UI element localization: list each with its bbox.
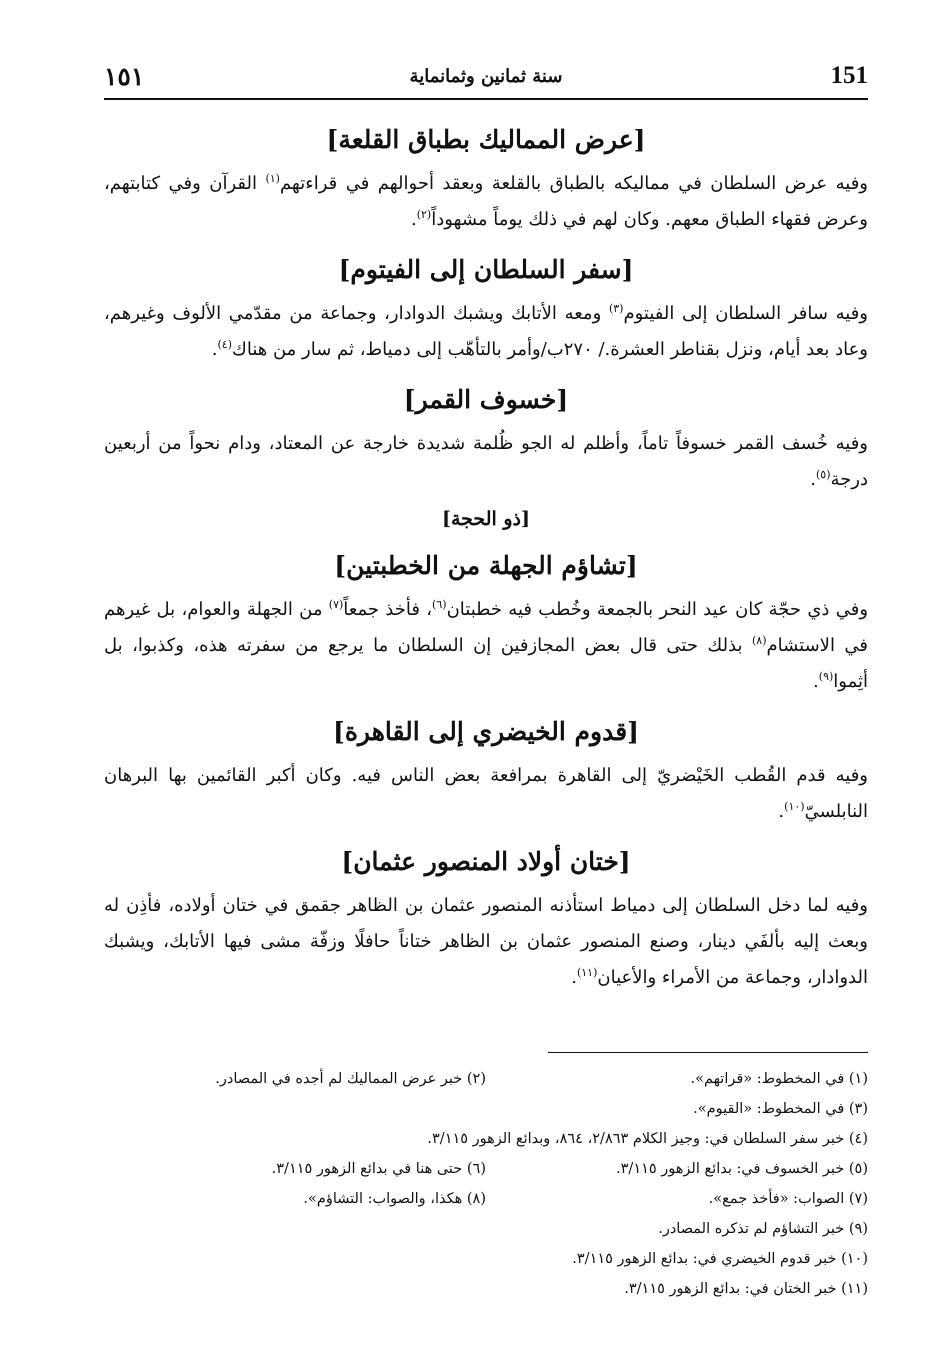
section-paragraph: وفيه قدم القُطب الخَيْضريّ إلى القاهرة بمرافعة بعض الناس فيه. وكان أكبر القائمين بها البرهان النابلسيّ$^{(١٠)}$. bbox=[104, 765, 868, 822]
page-number-arabic: ١٥١ bbox=[104, 62, 145, 91]
footnote: (١٠) خبر قدوم الخيضري في: بدائع الزهور ٣/١١٥. bbox=[572, 1251, 868, 1267]
footnote-row bbox=[104, 1184, 868, 1214]
footnote-ref: (٤) bbox=[217, 338, 232, 351]
running-title: سنة ثمانين وثمانماية bbox=[409, 66, 563, 87]
footnote-ref: (١١) bbox=[576, 966, 598, 979]
footnote-ref: (٥) bbox=[815, 468, 831, 481]
footnote: (٦) حتى هنا في بدائع الزهور ٣/١١٥. bbox=[271, 1161, 486, 1177]
section-paragraph: وفيه سافر السلطان إلى الفيتوم$^{(٣)}$ ومعه الأتابك ويشبك الدوادار، وجماعة من مقدّمي الألوف وغيرهم، وعاد بعد أيام، ونزل بقناطر العشرة./ ٢٧٠ب/وأمر بالتأهّب إلى دمياط، ثم سار من هناك$^{(٤)}$. bbox=[104, 302, 868, 360]
section-title: [تشاؤم الجهلة من الخطبتين] bbox=[334, 551, 638, 580]
footnote: (٩) خبر التشاؤم لم تذكره المصادر. bbox=[658, 1221, 868, 1237]
footnote: (٨) هكذا، والصواب: التشاؤم». bbox=[303, 1191, 486, 1207]
month-heading: [ذو الحجة] bbox=[441, 508, 530, 530]
footnote-ref: (٣) bbox=[608, 302, 624, 315]
page-number-latin: 151 bbox=[830, 62, 868, 89]
footnote-ref: (٧) bbox=[328, 598, 344, 611]
section-title: [سفر السلطان إلى الفيتوم] bbox=[338, 255, 634, 284]
footnote-ref: (١٠) bbox=[784, 800, 805, 813]
footnote: (٥) خبر الخسوف في: بدائع الزهور ٣/١١٥. bbox=[616, 1161, 868, 1177]
section-paragraph: وفيه عرض السلطان في مماليكه بالطباق بالقلعة وبعقد أحوالهم في قراءتهم$^{(١)}$ القرآن وفي كتابتهم، وعرض فقهاء الطباق معهم. وكان لهم في ذلك يوماً مشهوداً$^{(٢)}$. bbox=[104, 172, 868, 230]
footnote-divider bbox=[548, 1052, 868, 1053]
footnote: (١) في المخطوط: «قراتهم». bbox=[690, 1071, 868, 1087]
footnote: (٢) خبر عرض المماليك لم أجده في المصادر. bbox=[215, 1071, 486, 1087]
footnote-row bbox=[104, 1154, 868, 1184]
footnote: (٣) في المخطوط: «القيوم». bbox=[693, 1101, 868, 1117]
section-paragraph: وفيه لما دخل السلطان إلى دمياط استأذنه المنصور عثمان بن الظاهر جقمق في ختان أولاده، فأذِن له وبعث إليه بألفَي دينار، وصنع المنصور عثمان بن الظاهر ختاناً حافلًا وزفّة مشى فيها الأتابك، ويشبك الدوادار، وجماعة من الأمراء والأعيان$^{(١١)}$. bbox=[104, 895, 868, 988]
page-body bbox=[104, 108, 868, 996]
footnote-ref: (٨) bbox=[751, 634, 767, 647]
section-title: [قدوم الخيضري إلى القاهرة] bbox=[333, 717, 639, 746]
page-header bbox=[104, 58, 868, 100]
footnote-ref: (٢) bbox=[416, 208, 432, 221]
section-title: [عرض المماليك بطباق القلعة] bbox=[326, 125, 646, 154]
footnote-ref: (١) bbox=[265, 172, 280, 185]
section-title: [ختان أولاد المنصور عثمان] bbox=[341, 847, 631, 876]
footnote-ref: (٦) bbox=[432, 598, 447, 611]
section-paragraph: وفيه خُسف القمر خسوفاً تاماً، وأظلم له الجو ظُلمة شديدة خارجة عن المعتاد، ودام نحواً من أربعين درجة$^{(٥)}$. bbox=[104, 433, 868, 490]
footnotes bbox=[104, 1064, 868, 1304]
footnote: (٤) خبر سفر السلطان في: وجيز الكلام ٢/٨٦٣، ٨٦٤، وبدائع الزهور ٣/١١٥. bbox=[427, 1131, 868, 1147]
footnote-ref: (٩) bbox=[818, 670, 834, 683]
section-title: [خسوف القمر] bbox=[403, 385, 569, 414]
section-paragraph: وفي ذي حجّة كان عيد النحر بالجمعة وخُطب فيه خطبتان$^{(٦)}$، فأخذ جمعاً$^{(٧)}$ من الجهلة والعوام، بل غيرهم في الاستشام$^{(٨)}$ بذلك حتى قال بعض المجازفين إن السلطان ما يرجع من سفرته هذه، وكذبوا، بل أثِموا$^{(٩)}$. bbox=[104, 598, 869, 692]
footnote-row bbox=[104, 1064, 868, 1094]
footnote: (١١) خبر الختان في: بدائع الزهور ٣/١١٥. bbox=[624, 1281, 868, 1297]
footnote: (٧) الصواب: «فأخذ جمع». bbox=[708, 1191, 868, 1207]
